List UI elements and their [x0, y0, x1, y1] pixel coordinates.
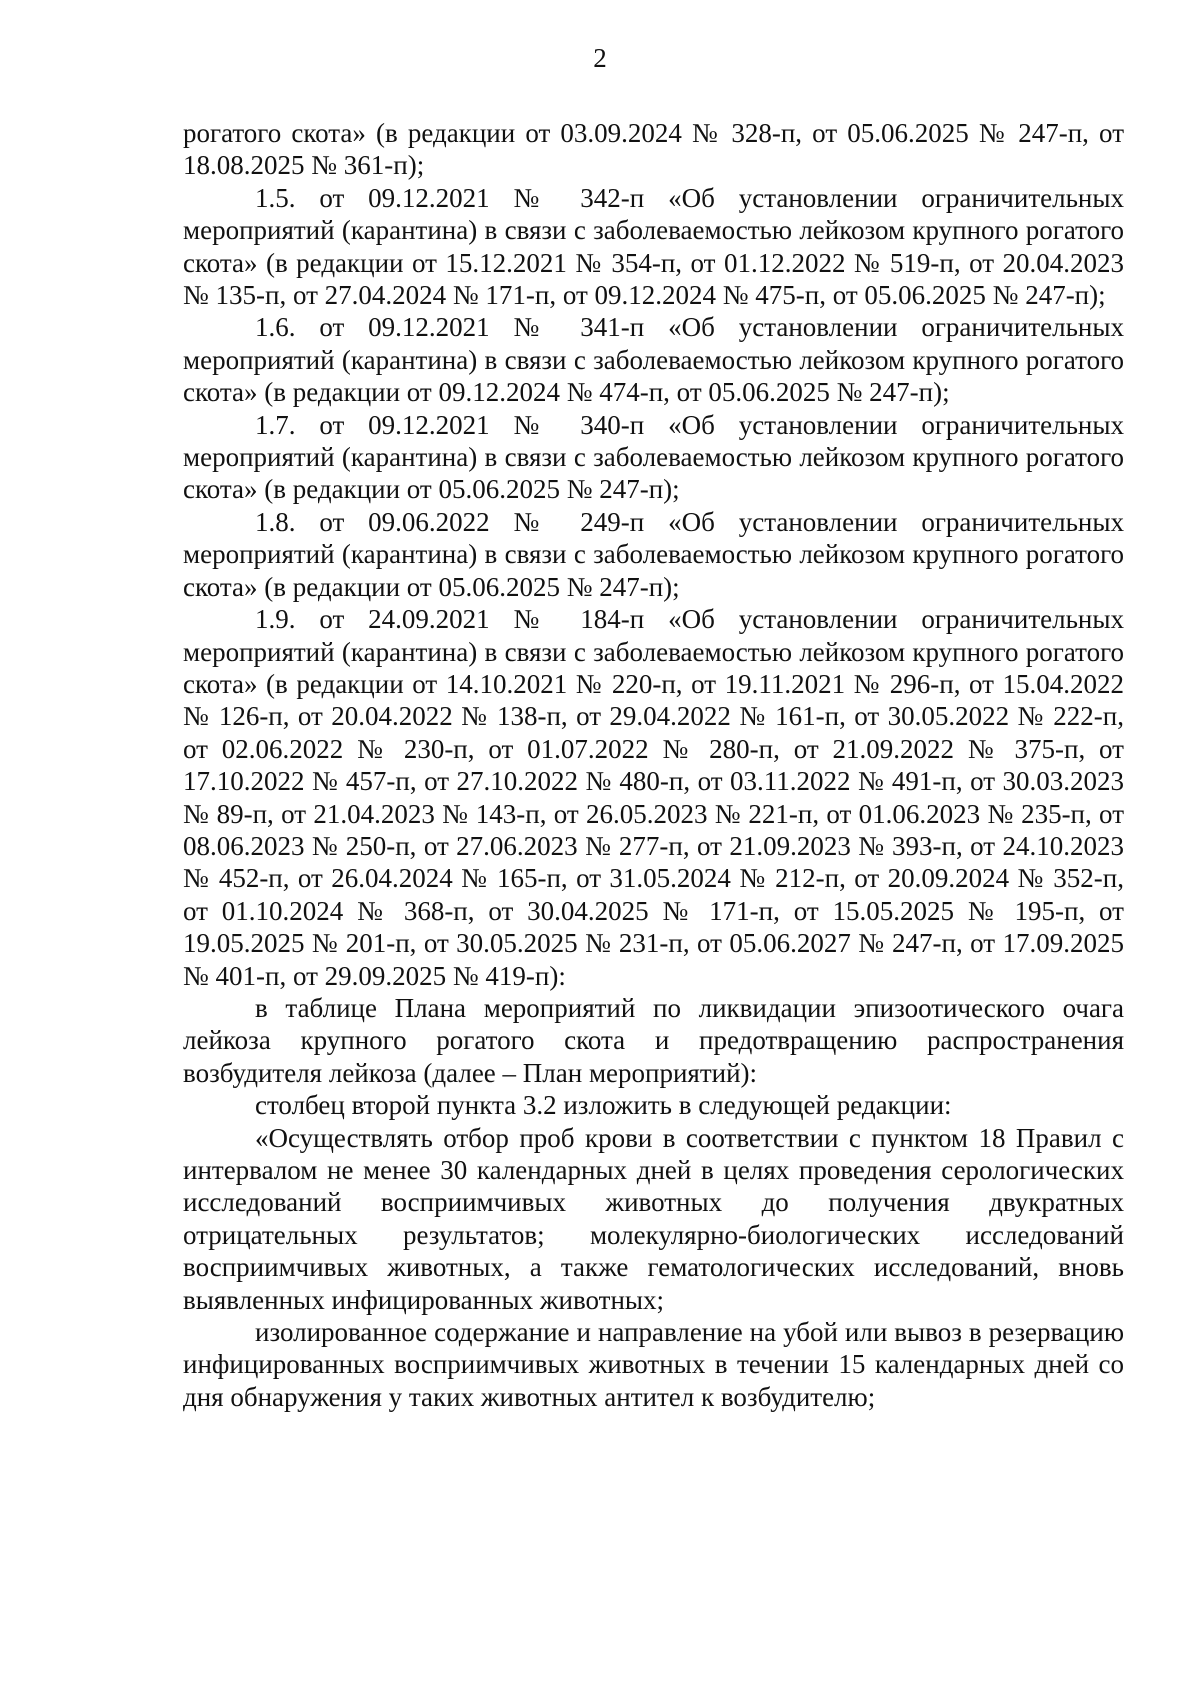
paragraph-blood-sampling: «Осуществлять отбор проб крови в соответствии с пунктом 18 Правил с интервалом не менее 30 календарных дней в целях проведения серологических исследований восприимчивых животных до получения двукратных отрицательных результатов; молекулярно-биологических исследований восприимчивых животных, а также гематологических исследований, вновь выявленных инфицированных животных; — [183, 1122, 1124, 1315]
paragraph-item-1-6: 1.6. от 09.12.2021 № 341-п «Об установлении ограничительных мероприятий (карантина) в связи с заболеваемостью лейкозом крупного рогатого скота» (в редакции от 09.12.2024 № 474-п, от 05.06.2025 № 247-п); — [183, 312, 1124, 408]
paragraph-column-two: столбец второй пункта 3.2 изложить в следующей редакции: — [255, 1090, 952, 1121]
paragraph-item-1-8: 1.8. от 09.06.2022 № 249-п «Об установлении ограничительных мероприятий (карантина) в связи с заболеваемостью лейкозом крупного рогатого скота» (в редакции от 05.06.2025 № 247-п); — [183, 506, 1124, 602]
paragraph-item-1-7: 1.7. от 09.12.2021 № 340-п «Об установлении ограничительных мероприятий (карантина) в связи с заболеваемостью лейкозом крупного рогатого скота» (в редакции от 05.06.2025 № 247-п); — [183, 409, 1124, 505]
paragraph-item-1-9: 1.9. от 24.09.2021 № 184-п «Об установлении ограничительных мероприятий (карантина) в связи с заболеваемостью лейкозом крупного рогатого скота» (в редакции от 14.10.2021 № 220-п, от 19.11.2021 № 296-п, от 15.04.2022 № 126-п, от 20.04.2022 № 138-п, от 29.04.2022 № 161-п, от 30.05.2022 № 222-п, от 02.06.2022 № 230-п, от 01.07.2022 № 280-п, от 21.09.2022 № 375-п, от 17.10.2022 № 457-п, от 27.10.2022 № 480-п, от 03.11.2022 № 491-п, от 30.03.2023 № 89-п, от 21.04.2023 № 143-п, от 26.05.2023 № 221-п, от 01.06.2023 № 235-п, от 08.06.2023 № 250-п, от 27.06.2023 № 277-п, от 21.09.2023 № 393-п, от 24.10.2023 № 452-п, от 26.04.2024 № 165-п, от 31.05.2024 № 212-п, от 20.09.2024 № 352-п, от 01.10.2024 № 368-п, от 30.04.2025 № 171-п, от 15.05.2025 № 195-п, от 19.05.2025 № 201-п, от 30.05.2025 № 231-п, от 05.06.2027 № 247-п, от 17.09.2025 № 401-п, от 29.09.2025 № 419-п): — [183, 604, 1124, 991]
paragraph-isolation: изолированное содержание и направление на убой или вывоз в резервацию инфицированных восприимчивых животных в течении 15 календарных дней со дня обнаружения у таких животных антител к возбудителю; — [183, 1317, 1124, 1412]
document-body — [183, 117, 1124, 1413]
paragraph-continuation: рогатого скота» (в редакции от 03.09.2024 № 328-п, от 05.06.2025 № 247-п, от 18.08.2025 № 361-п); — [183, 118, 1124, 181]
paragraph-item-1-5: 1.5. от 09.12.2021 № 342-п «Об установлении ограничительных мероприятий (карантина) в связи с заболеваемостью лейкозом крупного рогатого скота» (в редакции от 15.12.2021 № 354-п, от 01.12.2022 № 519-п, от 20.04.2023 № 135-п, от 27.04.2024 № 171-п, от 09.12.2024 № 475-п, от 05.06.2025 № 247-п); — [183, 182, 1124, 311]
paragraph-plan-table: в таблице Плана мероприятий по ликвидации эпизоотического очага лейкоза крупного рогатого скота и предотвращению распространения возбудителя лейкоза (далее – План мероприятий): — [183, 992, 1124, 1088]
page-number: 2 — [593, 43, 607, 73]
